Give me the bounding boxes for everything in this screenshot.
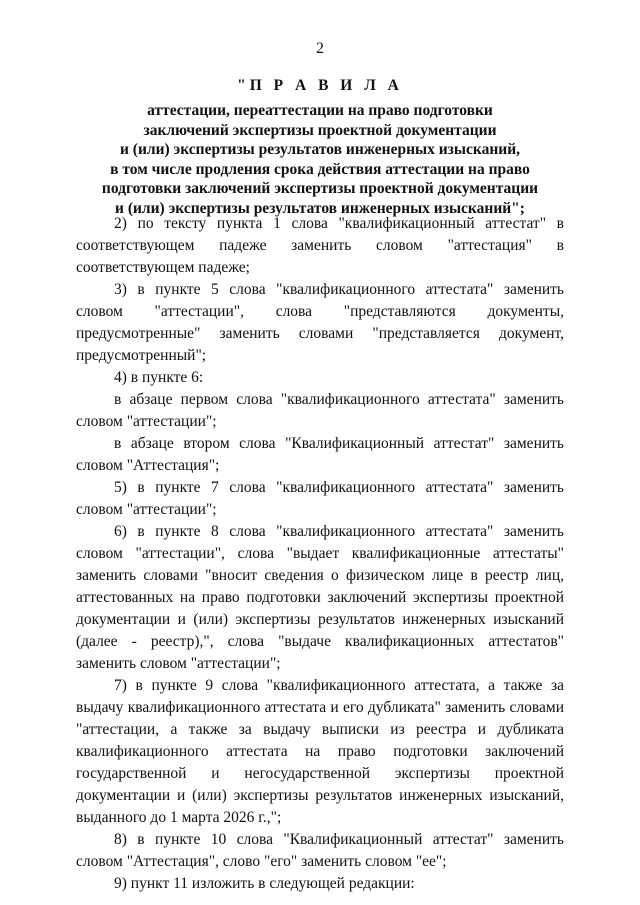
subtitle-line: и (или) экспертизы результатов инженерных изысканий"; — [115, 199, 525, 217]
subtitle-line: заключений экспертизы проектной документации — [143, 121, 497, 139]
document-body — [76, 213, 564, 895]
document-title: "П Р А В И Л А — [237, 77, 403, 94]
amendment-paragraph: 6) в пункте 8 слова "квалификационного аттестата" заменить словом "аттестации", слова "выдает квалификационные аттестаты" заменить словами "вносит сведения о физическом лице в реестр лиц, аттестованных на право подготовки заключений экспертизы проектной документации и (или) экспертизы результатов инженерных изысканий (далее - реестр),", слова "выдаче квалификационных аттестатов" заменить словом "аттестации"; — [76, 523, 564, 672]
amendment-paragraph: 3) в пункте 5 слова "квалификационного аттестата" заменить словом "аттестации", слова "представляются документы, предусмотренные" заменить словами "представляется документ, предусмотренный"; — [76, 281, 564, 364]
page-number: 2 — [316, 40, 324, 57]
amendment-paragraph: 2) по тексту пункта 1 слова "квалификационный аттестат" в соответствующем падеже заменить словом "аттестация" в соответствующем падеже; — [76, 215, 564, 276]
amendment-paragraph: в абзаце втором слова "Квалификационный аттестат" заменить словом "Аттестация"; — [76, 435, 564, 474]
amendment-paragraph: 9) пункт 11 изложить в следующей редакции: — [114, 875, 415, 892]
subtitle-line: аттестации, переаттестации на право подготовки — [147, 102, 493, 119]
amendment-paragraph: 5) в пункте 7 слова "квалификационного аттестата" заменить словом "аттестации"; — [76, 479, 564, 518]
amendment-paragraph: 7) в пункте 9 слова "квалификационного аттестата, а также за выдачу квалификационного аттестата и его дубликата" заменить словами "аттестации, а также за выдачу выписки из реестра и дубликата квалификационного аттестата на право подготовки заключений государственной и негосударственной экспертизы проектной документации и (или) экспертизы результатов инженерных изысканий, выданного до 1 марта 2026 г.,"; — [76, 677, 564, 826]
amendment-paragraph: 8) в пункте 10 слова "Квалификационный аттестат" заменить словом "Аттестация", слово "его" заменить словом "ее"; — [76, 831, 564, 870]
document-subtitle — [90, 101, 550, 218]
amendment-paragraph: в абзаце первом слова "квалификационного аттестата" заменить словом "аттестации"; — [76, 391, 564, 430]
amendment-paragraph: 4) в пункте 6: — [114, 369, 204, 386]
subtitle-line: подготовки заключений экспертизы проектной документации — [101, 180, 539, 197]
subtitle-line: и (или) экспертизы результатов инженерных изысканий, — [119, 141, 521, 158]
subtitle-line: в том числе продления срока действия аттестации на право — [110, 160, 530, 178]
